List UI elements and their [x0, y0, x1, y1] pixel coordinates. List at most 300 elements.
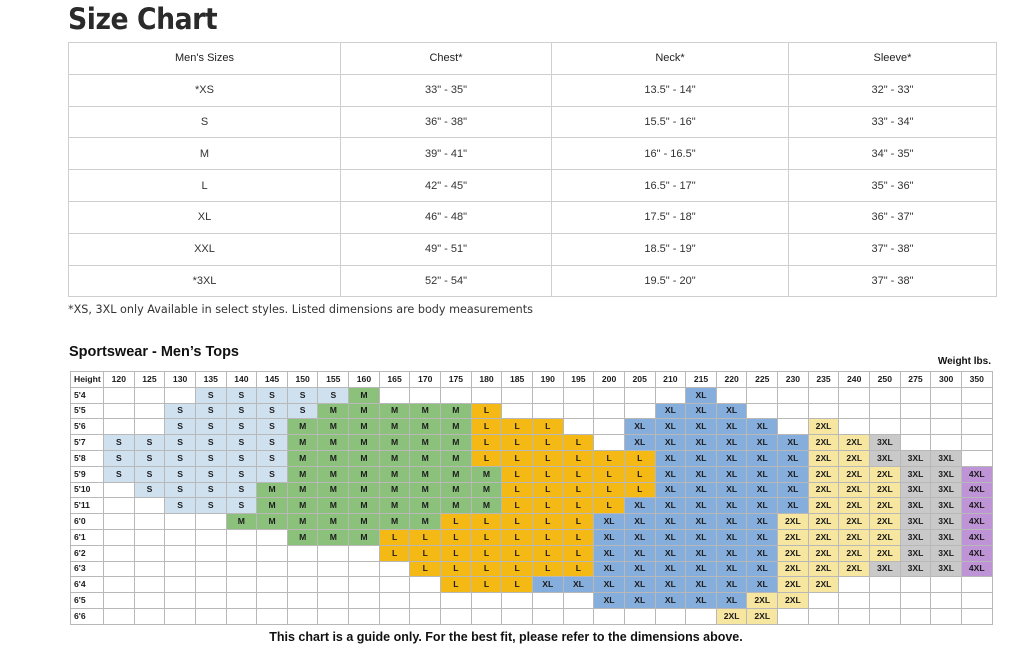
fit-size-cell — [961, 450, 992, 466]
fit-size-cell — [226, 593, 257, 609]
fit-size-cell: 4XL — [961, 529, 992, 545]
fit-size-cell: 2XL — [716, 608, 747, 624]
weight-column-header: 140 — [226, 372, 257, 388]
fit-size-cell: L — [563, 561, 594, 577]
size-table-cell: XXL — [69, 233, 341, 265]
fit-size-cell: XL — [655, 514, 686, 530]
fit-size-cell: S — [104, 435, 135, 451]
fit-size-cell: S — [257, 435, 288, 451]
fit-size-cell — [900, 593, 931, 609]
fit-size-cell — [961, 435, 992, 451]
fit-size-cell — [931, 577, 962, 593]
height-label: 6'3 — [71, 561, 104, 577]
fit-size-cell: L — [502, 450, 533, 466]
fit-size-cell: XL — [716, 593, 747, 609]
fit-size-cell: M — [441, 450, 472, 466]
fit-size-cell — [318, 577, 349, 593]
fit-size-cell: XL — [624, 561, 655, 577]
fit-size-cell: L — [563, 482, 594, 498]
fit-size-cell: XL — [686, 403, 717, 419]
fit-size-cell: M — [318, 450, 349, 466]
fit-size-cell: L — [441, 577, 472, 593]
fit-size-cell: 2XL — [839, 529, 870, 545]
fit-size-cell: M — [318, 419, 349, 435]
fit-size-cell — [471, 593, 502, 609]
fit-size-cell — [257, 608, 288, 624]
fit-size-cell: XL — [747, 529, 778, 545]
fit-size-cell: M — [287, 450, 318, 466]
fit-size-cell: S — [287, 403, 318, 419]
fit-size-cell: L — [379, 529, 410, 545]
fit-size-cell: M — [349, 419, 380, 435]
fit-size-cell: M — [349, 529, 380, 545]
fit-size-cell — [349, 577, 380, 593]
fit-size-cell — [471, 387, 502, 403]
size-table-cell: M — [69, 138, 341, 170]
fit-size-cell: XL — [686, 498, 717, 514]
fit-size-cell: M — [410, 514, 441, 530]
fit-size-cell: M — [287, 419, 318, 435]
fit-size-cell — [134, 403, 165, 419]
fit-size-cell: M — [441, 403, 472, 419]
fit-size-cell — [195, 593, 226, 609]
fit-size-cell: XL — [624, 529, 655, 545]
fit-size-cell: L — [563, 435, 594, 451]
fit-chart-row — [71, 498, 993, 514]
height-label: 6'0 — [71, 514, 104, 530]
fit-size-cell — [594, 387, 625, 403]
fit-size-cell — [594, 608, 625, 624]
fit-size-cell: M — [441, 498, 472, 514]
size-table-cell: 49" - 51" — [341, 233, 552, 265]
fit-size-cell: L — [471, 450, 502, 466]
fit-size-cell: XL — [655, 403, 686, 419]
fit-size-cell — [257, 529, 288, 545]
fit-size-cell: L — [410, 545, 441, 561]
fit-size-cell: XL — [624, 498, 655, 514]
fit-size-cell: S — [195, 403, 226, 419]
fit-size-cell: XL — [655, 577, 686, 593]
fit-size-cell: XL — [594, 577, 625, 593]
fit-size-cell — [195, 608, 226, 624]
fit-size-cell: XL — [747, 419, 778, 435]
fit-size-cell: XL — [655, 435, 686, 451]
fit-size-cell: L — [594, 482, 625, 498]
fit-size-cell: 3XL — [931, 466, 962, 482]
fit-size-cell: M — [349, 435, 380, 451]
weight-column-header: 120 — [104, 372, 135, 388]
size-table-cell: 36" - 38" — [341, 106, 552, 138]
weight-column-header: 205 — [624, 372, 655, 388]
fit-size-cell: 3XL — [900, 450, 931, 466]
fit-size-cell: XL — [594, 514, 625, 530]
fit-size-cell — [502, 608, 533, 624]
fit-size-cell: L — [410, 561, 441, 577]
fit-size-cell — [441, 608, 472, 624]
fit-size-cell — [226, 545, 257, 561]
fit-size-cell — [808, 593, 839, 609]
weight-column-header: 145 — [257, 372, 288, 388]
fit-size-cell — [563, 419, 594, 435]
fit-size-cell — [624, 608, 655, 624]
height-column-header: Height — [71, 372, 104, 388]
fit-size-cell — [778, 387, 809, 403]
fit-size-cell — [104, 403, 135, 419]
fit-size-cell: 3XL — [931, 514, 962, 530]
fit-chart-row — [71, 387, 993, 403]
fit-size-cell: S — [195, 466, 226, 482]
height-label: 5'8 — [71, 450, 104, 466]
fit-size-cell: S — [195, 419, 226, 435]
fit-size-cell — [349, 608, 380, 624]
fit-size-cell: XL — [655, 529, 686, 545]
fit-chart-row — [71, 419, 993, 435]
weight-column-header: 155 — [318, 372, 349, 388]
fit-size-cell: L — [532, 466, 563, 482]
fit-size-cell: L — [471, 561, 502, 577]
fit-size-cell — [931, 419, 962, 435]
fit-size-cell — [195, 529, 226, 545]
fit-size-cell — [900, 577, 931, 593]
guide-note: This chart is a guide only. For the best fit, please refer to the dimensions above. — [269, 630, 743, 644]
fit-size-cell: M — [471, 498, 502, 514]
fit-size-cell: 2XL — [808, 419, 839, 435]
fit-size-cell — [287, 593, 318, 609]
fit-size-cell: M — [441, 435, 472, 451]
fit-size-cell: S — [226, 450, 257, 466]
fit-size-cell — [165, 593, 196, 609]
fit-size-cell: L — [471, 419, 502, 435]
fit-size-cell: L — [502, 498, 533, 514]
fit-size-cell: M — [257, 482, 288, 498]
fit-chart-row — [71, 435, 993, 451]
fit-size-cell: S — [257, 450, 288, 466]
fit-size-cell — [900, 608, 931, 624]
fit-chart-row — [71, 403, 993, 419]
fit-size-cell: L — [471, 435, 502, 451]
fit-size-cell: M — [349, 403, 380, 419]
fit-size-cell: S — [226, 403, 257, 419]
fit-size-cell — [471, 608, 502, 624]
fit-size-cell — [134, 545, 165, 561]
fit-size-cell: 2XL — [870, 545, 901, 561]
size-table-cell: 42" - 45" — [341, 170, 552, 202]
weight-column-header: 240 — [839, 372, 870, 388]
fit-size-cell — [165, 577, 196, 593]
fit-size-cell: 3XL — [931, 482, 962, 498]
fit-size-cell — [870, 593, 901, 609]
fit-size-cell: XL — [655, 482, 686, 498]
fit-size-cell — [165, 514, 196, 530]
fit-size-cell: M — [379, 419, 410, 435]
fit-chart-row — [71, 450, 993, 466]
fit-size-cell: M — [349, 466, 380, 482]
fit-size-cell — [134, 419, 165, 435]
fit-size-cell: S — [318, 387, 349, 403]
fit-size-cell: L — [624, 450, 655, 466]
fit-size-cell: XL — [716, 450, 747, 466]
fit-size-cell — [349, 545, 380, 561]
fit-size-cell: M — [410, 435, 441, 451]
fit-size-cell — [502, 387, 533, 403]
fit-size-cell: S — [257, 466, 288, 482]
fit-size-cell — [931, 435, 962, 451]
fit-size-cell: L — [502, 577, 533, 593]
fit-size-cell: L — [532, 498, 563, 514]
weight-column-header: 200 — [594, 372, 625, 388]
fit-size-cell — [839, 577, 870, 593]
fit-size-cell: XL — [624, 419, 655, 435]
fit-size-cell — [563, 608, 594, 624]
fit-size-cell — [532, 387, 563, 403]
fit-size-cell: M — [441, 482, 472, 498]
fit-size-cell: L — [502, 435, 533, 451]
fit-size-cell: L — [502, 529, 533, 545]
size-table-cell: 13.5" - 14" — [552, 74, 789, 106]
fit-size-cell — [195, 577, 226, 593]
fit-size-cell: XL — [655, 466, 686, 482]
fit-size-cell: 3XL — [931, 545, 962, 561]
fit-size-cell: 2XL — [839, 514, 870, 530]
fit-size-cell: L — [471, 403, 502, 419]
fit-size-cell: 2XL — [839, 450, 870, 466]
fit-size-cell: XL — [747, 466, 778, 482]
fit-size-cell — [441, 593, 472, 609]
fit-size-cell: 3XL — [931, 529, 962, 545]
fit-size-cell: S — [165, 466, 196, 482]
fit-size-cell: M — [349, 514, 380, 530]
fit-size-cell: XL — [655, 498, 686, 514]
fit-size-cell: 3XL — [900, 466, 931, 482]
fit-size-cell: M — [257, 498, 288, 514]
header-neck: Neck* — [552, 43, 789, 75]
fit-size-cell: L — [563, 450, 594, 466]
fit-size-cell: M — [287, 482, 318, 498]
fit-size-cell — [165, 529, 196, 545]
fit-chart-title: Sportswear - Men’s Tops — [69, 344, 239, 360]
fit-size-cell — [104, 593, 135, 609]
fit-size-cell: XL — [686, 514, 717, 530]
fit-size-cell: XL — [778, 435, 809, 451]
fit-size-cell: L — [532, 561, 563, 577]
fit-size-cell — [870, 419, 901, 435]
fit-size-cell: M — [287, 529, 318, 545]
fit-size-cell — [808, 387, 839, 403]
fit-size-cell: XL — [655, 450, 686, 466]
fit-size-cell — [134, 514, 165, 530]
fit-size-cell: XL — [686, 419, 717, 435]
fit-size-cell: XL — [655, 545, 686, 561]
fit-size-cell — [839, 403, 870, 419]
fit-size-cell: XL — [716, 466, 747, 482]
fit-size-cell: S — [104, 450, 135, 466]
fit-size-cell — [410, 387, 441, 403]
weight-column-header: 225 — [747, 372, 778, 388]
fit-size-cell: M — [441, 466, 472, 482]
fit-size-cell — [594, 403, 625, 419]
weight-column-header: 170 — [410, 372, 441, 388]
fit-size-cell — [104, 608, 135, 624]
height-label: 6'6 — [71, 608, 104, 624]
fit-size-cell — [379, 387, 410, 403]
fit-size-cell: M — [257, 514, 288, 530]
fit-size-cell: M — [379, 450, 410, 466]
fit-chart-row — [71, 482, 993, 498]
fit-size-cell: 2XL — [808, 498, 839, 514]
fit-size-cell — [900, 387, 931, 403]
fit-size-cell: M — [318, 514, 349, 530]
fit-size-cell: XL — [747, 450, 778, 466]
fit-size-cell — [165, 608, 196, 624]
fit-size-cell: XL — [624, 593, 655, 609]
fit-size-cell: M — [471, 466, 502, 482]
fit-size-cell: XL — [778, 466, 809, 482]
fit-size-cell — [195, 514, 226, 530]
fit-size-cell — [716, 387, 747, 403]
fit-size-cell: 2XL — [747, 608, 778, 624]
fit-size-cell: S — [226, 419, 257, 435]
fit-size-cell — [532, 403, 563, 419]
fit-size-cell: XL — [778, 498, 809, 514]
fit-size-cell: M — [379, 403, 410, 419]
fit-size-cell: M — [226, 514, 257, 530]
fit-size-cell: M — [318, 435, 349, 451]
fit-size-cell: L — [532, 419, 563, 435]
fit-size-cell: L — [502, 561, 533, 577]
fit-size-cell: L — [594, 450, 625, 466]
fit-size-cell — [379, 577, 410, 593]
fit-size-cell — [287, 545, 318, 561]
fit-size-cell — [410, 593, 441, 609]
fit-size-cell: L — [441, 514, 472, 530]
fit-size-cell: 2XL — [808, 435, 839, 451]
size-table-cell: 32" - 33" — [789, 74, 997, 106]
fit-size-cell — [778, 403, 809, 419]
fit-size-cell — [287, 577, 318, 593]
fit-size-cell — [870, 608, 901, 624]
weight-column-header: 350 — [961, 372, 992, 388]
fit-size-cell — [502, 403, 533, 419]
fit-size-cell: 4XL — [961, 561, 992, 577]
fit-size-cell — [287, 561, 318, 577]
fit-size-cell: L — [624, 466, 655, 482]
fit-size-cell: XL — [716, 577, 747, 593]
fit-size-cell — [134, 498, 165, 514]
fit-size-cell: 2XL — [808, 514, 839, 530]
fit-size-cell — [379, 561, 410, 577]
fit-size-cell — [563, 593, 594, 609]
fit-chart-row — [71, 529, 993, 545]
fit-size-cell: M — [379, 514, 410, 530]
fit-size-cell — [839, 608, 870, 624]
fit-size-cell: XL — [686, 561, 717, 577]
fit-size-cell — [441, 387, 472, 403]
fit-size-cell: XL — [747, 435, 778, 451]
fit-size-cell: M — [318, 529, 349, 545]
fit-size-cell: 4XL — [961, 498, 992, 514]
fit-size-cell: S — [165, 450, 196, 466]
fit-size-cell — [318, 545, 349, 561]
weight-column-header: 190 — [532, 372, 563, 388]
fit-size-cell: M — [441, 419, 472, 435]
height-label: 6'2 — [71, 545, 104, 561]
fit-size-cell: XL — [594, 529, 625, 545]
fit-size-cell: L — [471, 514, 502, 530]
fit-size-cell — [257, 545, 288, 561]
fit-size-cell: 4XL — [961, 482, 992, 498]
fit-size-cell: S — [287, 387, 318, 403]
fit-size-cell: 2XL — [839, 435, 870, 451]
fit-size-cell: 3XL — [870, 450, 901, 466]
fit-size-cell: S — [134, 466, 165, 482]
size-table-row — [69, 170, 997, 202]
size-table-cell: *XS — [69, 74, 341, 106]
fit-size-cell — [502, 593, 533, 609]
fit-size-cell: 4XL — [961, 514, 992, 530]
fit-size-cell: XL — [716, 545, 747, 561]
page-title: Size Chart — [68, 2, 218, 36]
size-table-cell: 35" - 36" — [789, 170, 997, 202]
fit-size-cell — [808, 608, 839, 624]
fit-size-cell: 2XL — [808, 577, 839, 593]
fit-size-cell: M — [349, 387, 380, 403]
fit-chart-header-row — [71, 372, 993, 388]
weight-column-header: 175 — [441, 372, 472, 388]
fit-size-cell — [104, 498, 135, 514]
fit-size-cell — [226, 608, 257, 624]
fit-size-cell — [104, 529, 135, 545]
weight-axis-label: Weight lbs. — [937, 356, 991, 367]
fit-size-cell — [165, 561, 196, 577]
weight-column-header: 210 — [655, 372, 686, 388]
fit-size-cell: L — [441, 529, 472, 545]
weight-column-header: 195 — [563, 372, 594, 388]
fit-size-cell: S — [195, 498, 226, 514]
fit-size-cell: 2XL — [778, 545, 809, 561]
fit-size-cell: 2XL — [778, 593, 809, 609]
weight-column-header: 130 — [165, 372, 196, 388]
fit-size-cell: 3XL — [931, 498, 962, 514]
fit-size-cell: L — [502, 545, 533, 561]
weight-column-header: 235 — [808, 372, 839, 388]
fit-size-cell — [104, 387, 135, 403]
fit-size-cell — [134, 387, 165, 403]
fit-size-cell: 3XL — [931, 450, 962, 466]
fit-size-cell: 2XL — [870, 498, 901, 514]
fit-size-cell — [808, 403, 839, 419]
height-label: 5'9 — [71, 466, 104, 482]
fit-size-cell — [318, 561, 349, 577]
fit-size-cell: M — [410, 466, 441, 482]
fit-size-cell — [287, 608, 318, 624]
fit-size-cell — [870, 387, 901, 403]
fit-size-cell: M — [318, 466, 349, 482]
fit-size-cell — [410, 577, 441, 593]
fit-size-cell: M — [379, 482, 410, 498]
fit-size-cell: M — [410, 498, 441, 514]
fit-size-cell: L — [624, 482, 655, 498]
height-label: 6'4 — [71, 577, 104, 593]
fit-chart-row — [71, 593, 993, 609]
fit-size-cell — [747, 387, 778, 403]
size-table-row — [69, 138, 997, 170]
fit-size-cell: M — [287, 466, 318, 482]
fit-size-cell — [318, 593, 349, 609]
fit-size-cell: XL — [532, 577, 563, 593]
fit-size-cell — [134, 529, 165, 545]
fit-size-cell: 2XL — [870, 466, 901, 482]
fit-size-cell: S — [226, 482, 257, 498]
